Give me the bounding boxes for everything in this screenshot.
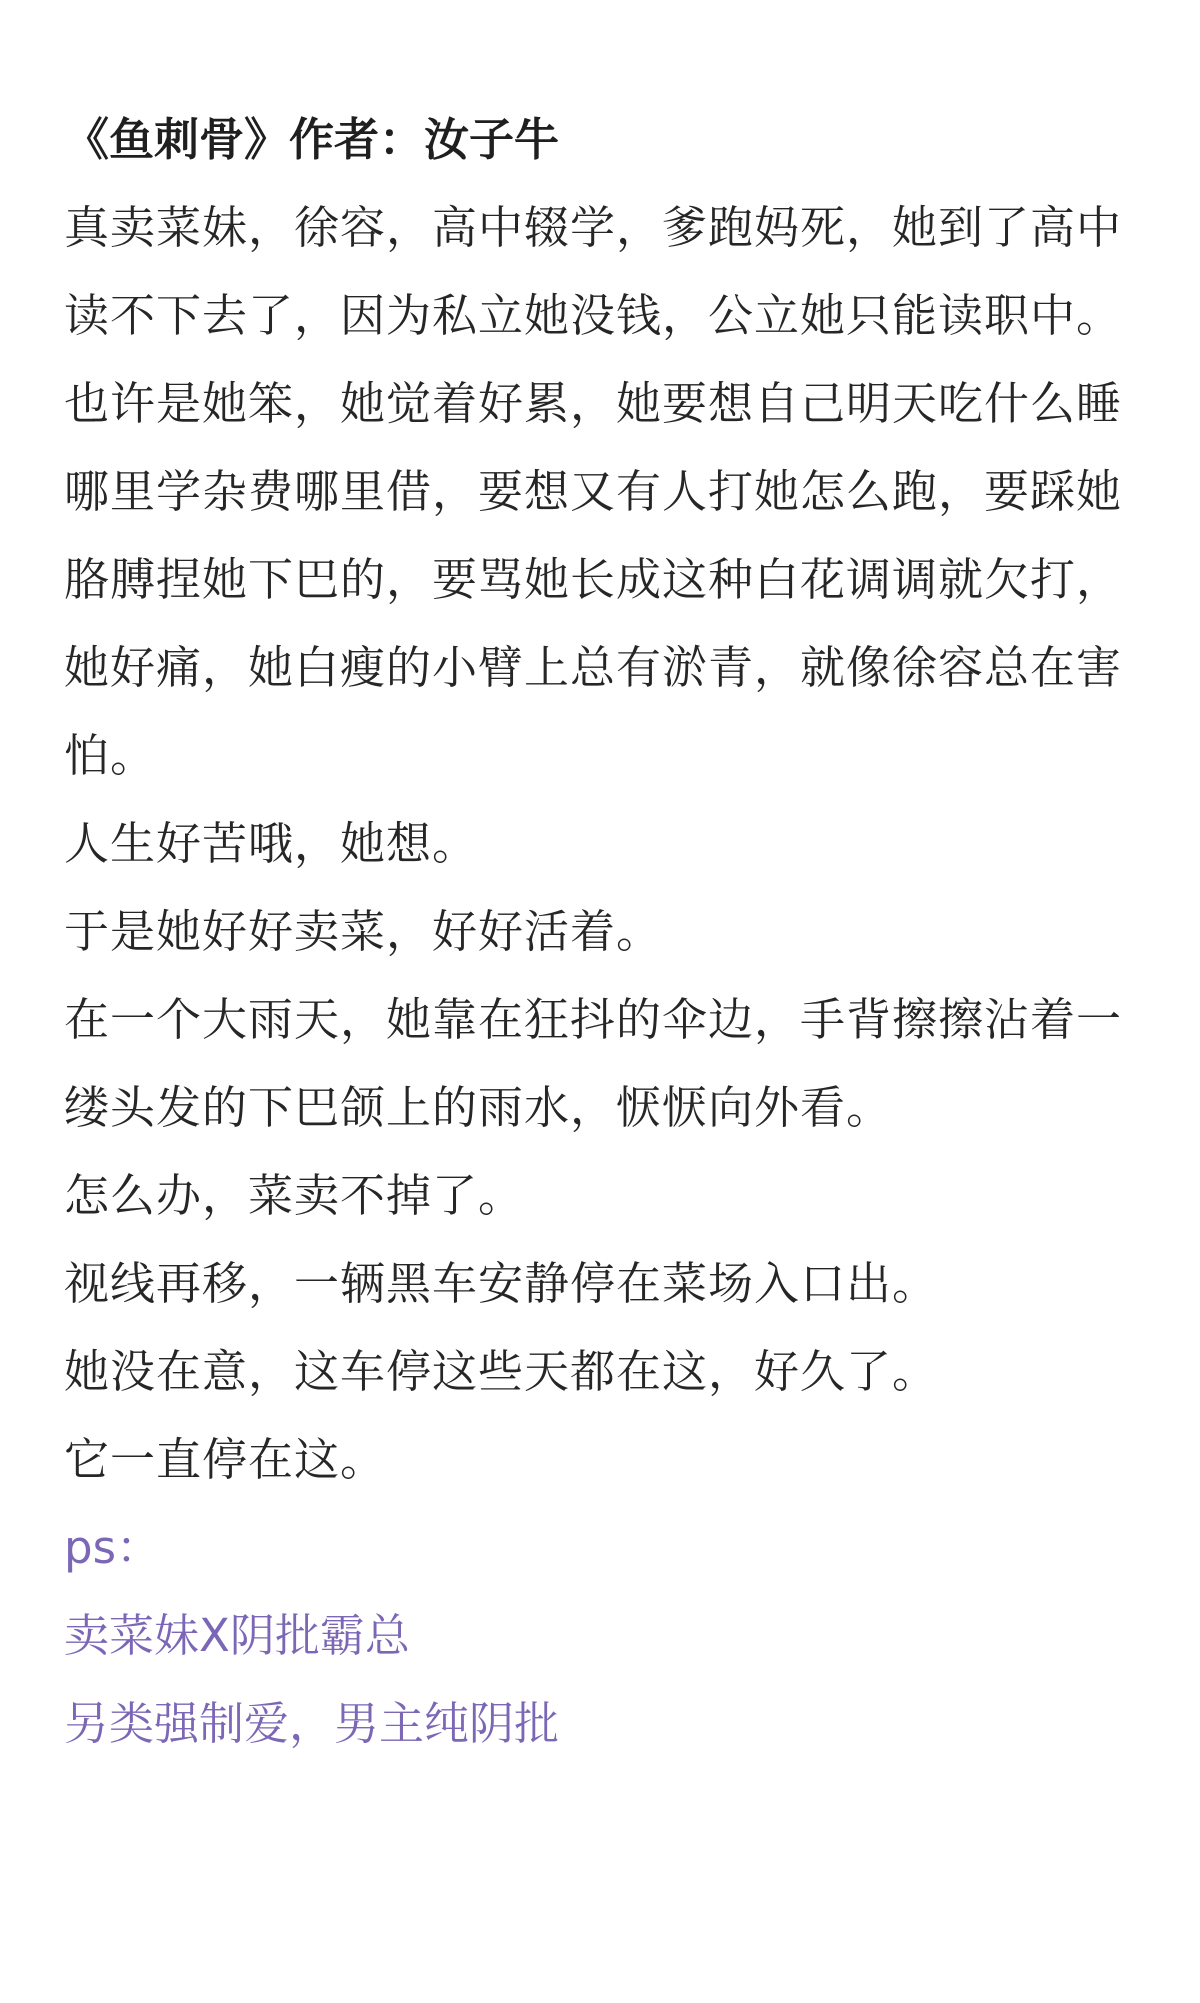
paragraph-9: 它一直停在这。 [64,1433,387,1486]
paragraph-7: 视线再移，一辆黑车安静停在菜场入口出。 [64,1257,939,1310]
ps-line-1: 卖菜妹X阴批霸总 [64,1609,410,1662]
ps-label: ps： [64,1521,162,1574]
paragraph-3: 人生好苦哦，她想。 [64,817,479,870]
paragraph-6: 怎么办，菜卖不掉了。 [64,1169,525,1222]
paragraph-5: 在一个大雨天，她靠在狂抖的伞边，手背擦擦沾着一缕头发的下巴颌上的雨水，恹恹向外看。 [64,993,1123,1134]
page-bottom [0,1983,1200,2003]
paragraph-4: 于是她好好卖菜，好好活着。 [64,905,663,958]
book-title: 《鱼刺骨》作者：汝子牛 [64,113,560,166]
article-body [64,96,1144,1768]
paragraph-8: 她没在意，这车停这些天都在这，好久了。 [64,1345,939,1398]
paragraph-1: 真卖菜妹，徐容，高中辍学，爹跑妈死，她到了高中读不下去了，因为私立她没钱，公立她只能读职中。 [64,201,1123,342]
ps-line-2: 另类强制爱，男主纯阴批 [64,1697,560,1750]
paragraph-2: 也许是她笨，她觉着好累，她要想自己明天吃什么睡哪里学杂费哪里借，要想又有人打她怎么跑，要踩她胳膊捏她下巴的，要骂她长成这种白花调调就欠打，她好痛，她白瘦的小臂上总有淤青，就像徐容总在害怕。 [64,377,1123,782]
